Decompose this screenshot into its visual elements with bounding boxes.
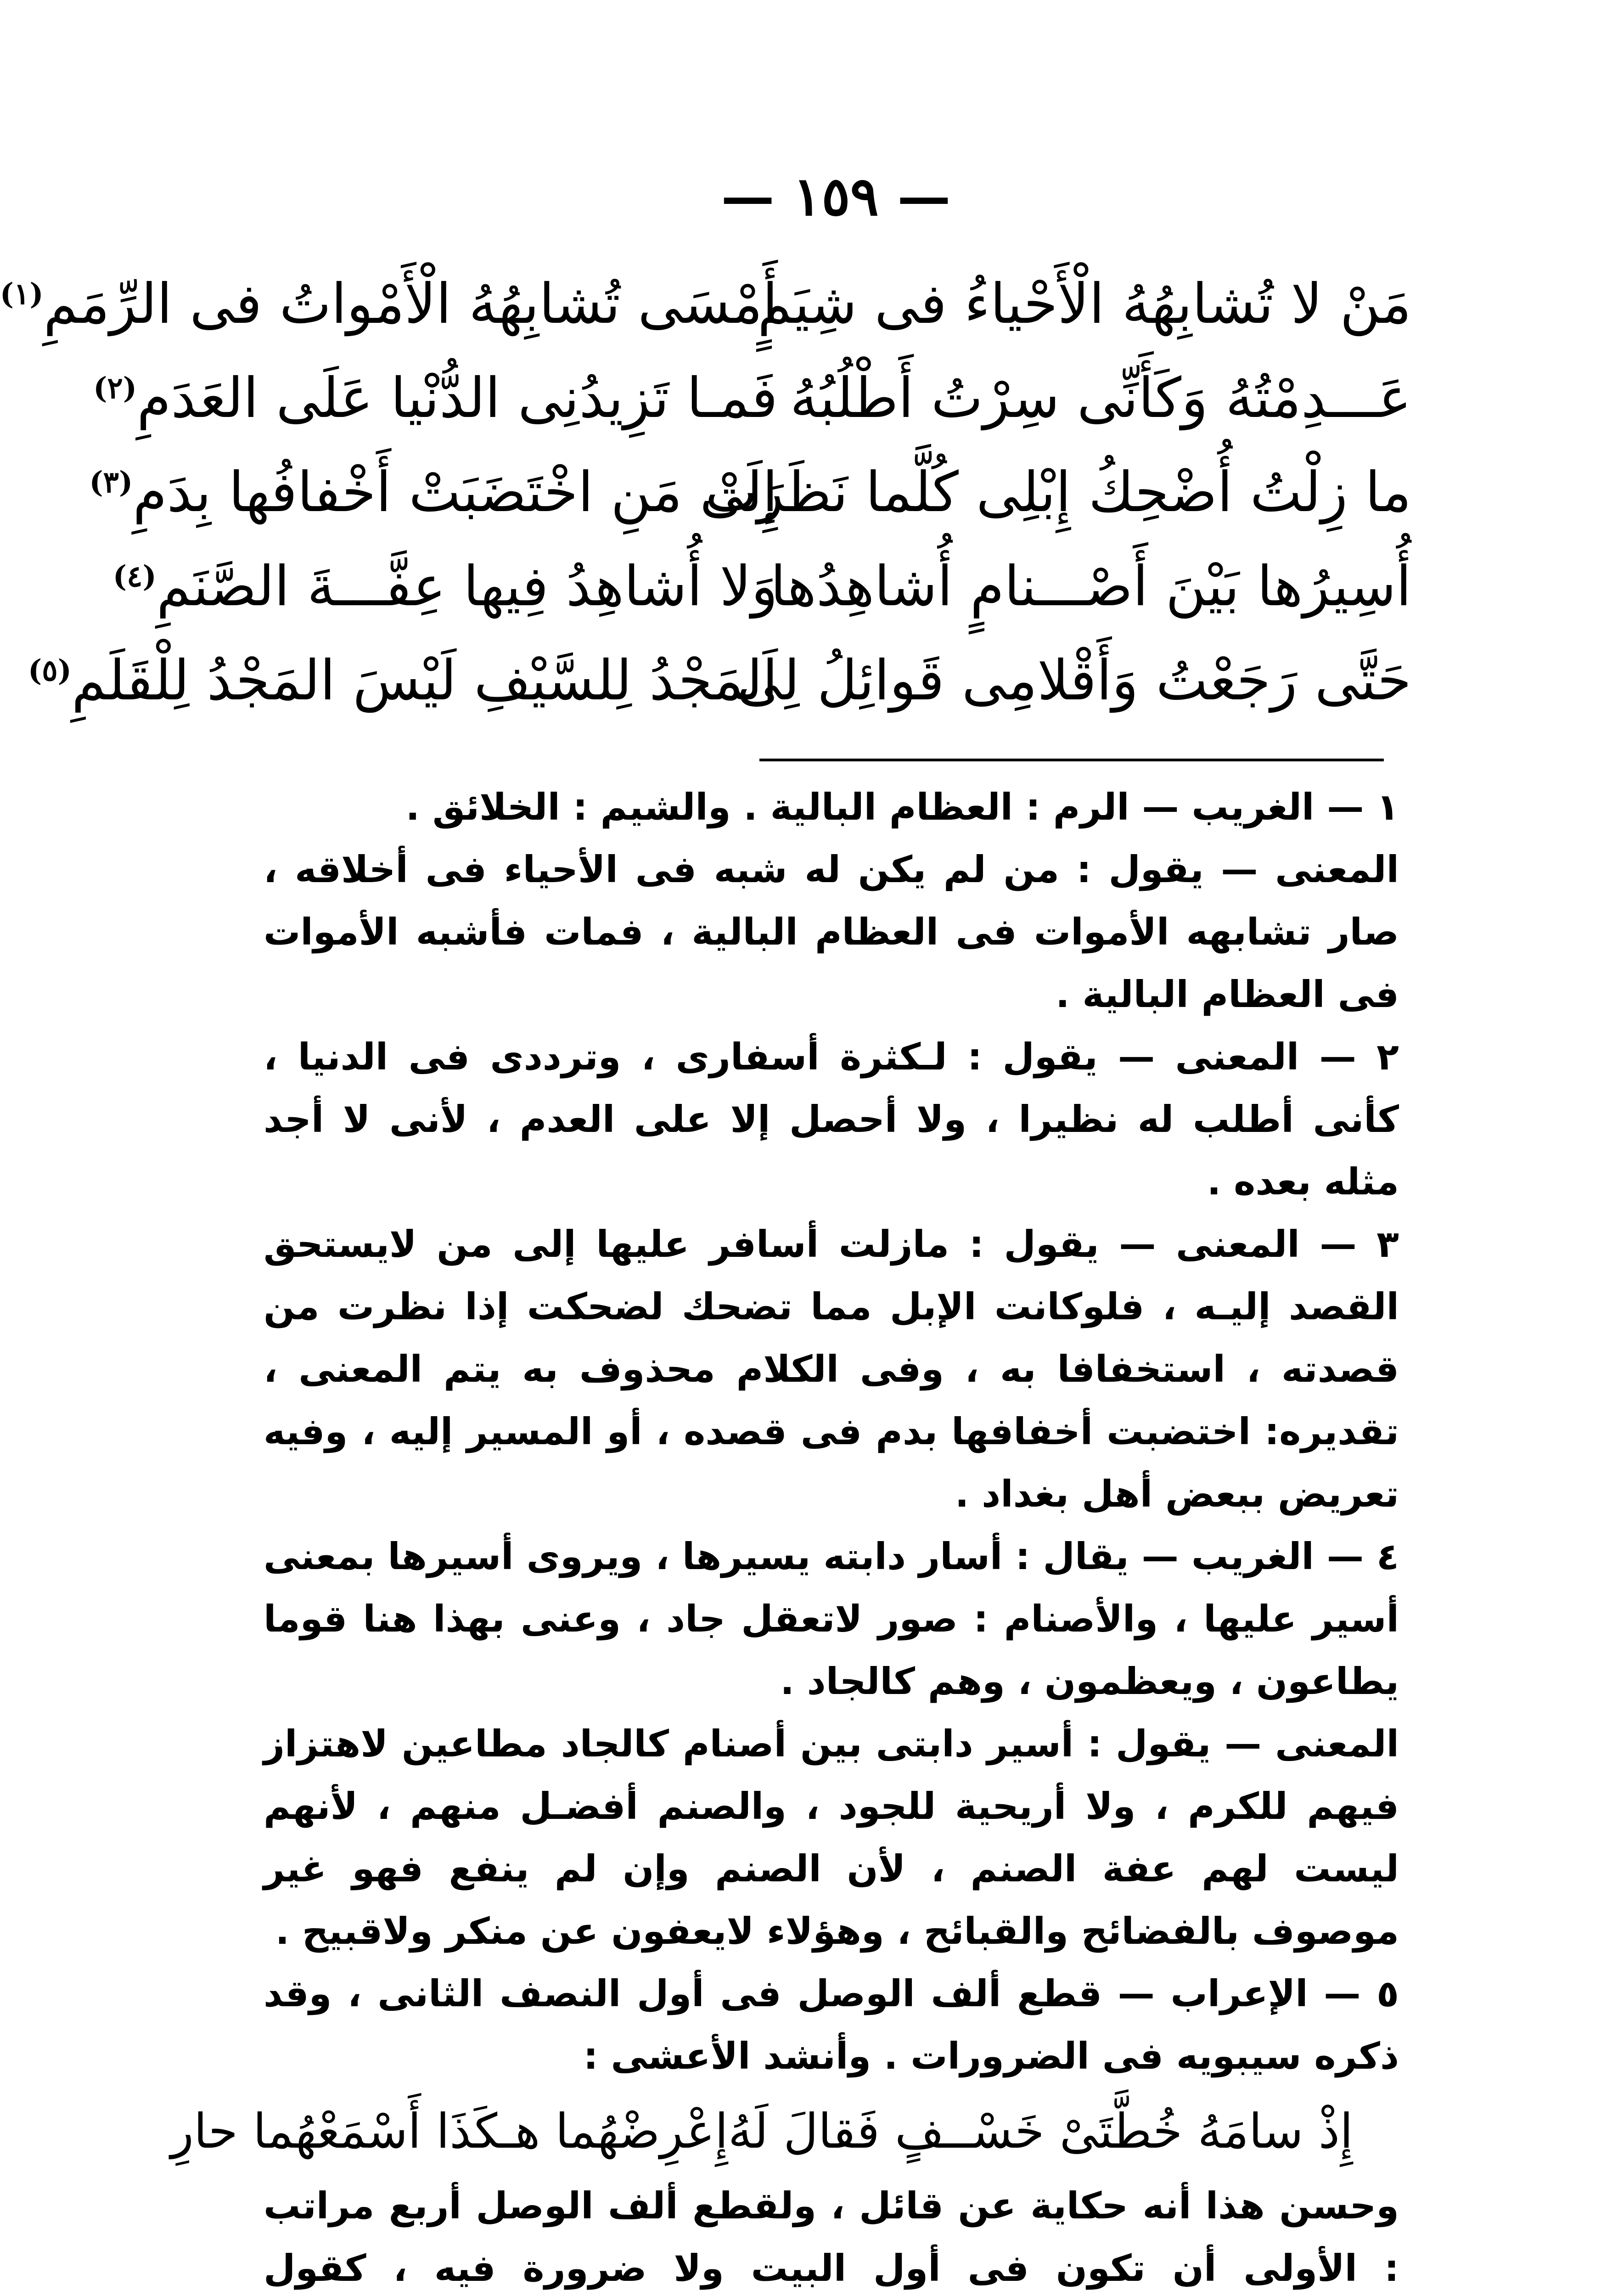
verse-second-hemistich — [89, 458, 778, 527]
verse-second-text: أَمْسَى تُشابِهُهُ الْأَمْواتُ فى الرِّمَمِ — [43, 272, 778, 336]
verse-row — [89, 445, 1411, 540]
quoted-verse-second: إِعْرِضْهُما هـكَذَا أَسْمَعْهُما حارِ — [170, 2103, 728, 2159]
footnote-1: ١ — الغريب — الرم : العظام البالية . والشيم : الخلائق . — [405, 786, 1399, 828]
verse-second-hemistich — [112, 552, 778, 621]
footnote-marker: (٥) — [28, 653, 72, 688]
footnote-marker: (٣) — [89, 465, 133, 500]
verse-second-hemistich — [28, 647, 778, 715]
footnote-5: ٥ — الإعراب — قطع ألف الوصل فى أول النصف الثانى ، وقد ذكره سيبويه فى الضرورات . وأنشد الأعشى : — [264, 1972, 1399, 2077]
footnote-marker: (٤) — [112, 559, 157, 594]
verse-second-text: فَمـا تَزِيدُنِى الدُّنْيا عَلَى العَدَمِ — [137, 366, 778, 430]
verse-first-hemistich: ما زِلْتُ أُضْحِكُ إِبْلِى كُلَّما نَظَرَتْ — [705, 460, 1411, 524]
quoted-verse-first: إِذْ سامَهُ خُطَّتَىْ خَسْــفٍ فَقالَ لَهُ — [728, 2103, 1353, 2159]
verse-first-hemistich: عَـــدِمْتُهُ وَكَأَنِّى سِرْتُ أَطْلُبُهُ — [790, 366, 1411, 430]
verse-first-hemistich: أُسِيرُها بَيْنَ أَصْـــنامٍ أُشاهِدُها — [770, 554, 1411, 619]
verse-row — [112, 540, 1411, 634]
verse-second-hemistich — [0, 270, 778, 339]
verse-row — [28, 634, 1411, 728]
footnote-4-meaning: المعنى — يقول : أسير دابتى بين أصنام كالجاد مطاعين لاهتزاز فيهم للكرم ، ولا أريحية للجود ، والصنم أفضـل منهم ، لأنهم ليست لهم عفة الصنم ، لأن الصنم وإن لم ينفع فهو غير موصوف بالفضائح والقبائح ، وهؤلاء لايعفون عن منكر ولاقبيح . — [264, 1722, 1399, 1953]
verse-row — [0, 257, 1411, 351]
footnotes — [170, 776, 1399, 2296]
footnote-1-meaning: المعنى — يقول : من لم يكن له شبه فى الأحياء فى أخلاقه ، صار تشابهه الأموات فى العظام البالية ، فمات فأشبه الأموات فى العظام البالية . — [264, 848, 1399, 1016]
verse-second-text: وَلا أُشاهِدُ فِيها عِفَّـــةَ الصَّنَمِ — [156, 554, 778, 619]
verse-row — [93, 351, 1411, 445]
verse-second-hemistich — [93, 364, 778, 433]
poem — [0, 257, 1411, 728]
footnote-marker: (١) — [0, 276, 44, 311]
verse-first-hemistich: مَنْ لا تُشابِهُهُ الْأَحْياءُ فى شِيَمٍ — [757, 272, 1411, 336]
page-number: — ١٥٩ — — [721, 165, 951, 228]
footnote-5-continuation: وحسن هذا أنه حكاية عن قائل ، ولقطع ألف الوصل أربع مراتب : الأولى أن تكون فى أول البيت ولا ضرورة فيه ، كقول — [264, 2184, 1399, 2290]
verse-first-hemistich: حَتَّى رَجَعْتُ وَأَقْلامِى قَوائِلُ لِى — [737, 648, 1411, 713]
quoted-verse — [170, 2088, 1399, 2175]
footnote-4: ٤ — الغريب — يقال : أسار دابته يسيرها ، ويروى أسيرها بمعنى أسير عليها ، والأصنام : صور لاتعقل جاد ، وعنى بهذا هنا قوما يطاعون ، ويعظمون ، وهم كالجاد . — [264, 1535, 1399, 1703]
footnote-divider — [759, 759, 1384, 761]
footnote-3: ٣ — المعنى — يقول : مازلت أسافر عليها إلى من لايستحق القصد إليـه ، فلوكانت الإبل مما تضحك لضحكت إذا نظرت من قصدته ، استخفافا به ، وفى الكلام محذوف به يتم المعنى ، تقديره: اختضبت أخفافها بدم فى قصده ، أو المسير إليه ، وفيه تعريض ببعض أهل بغداد . — [264, 1223, 1399, 1515]
footnote-marker: (٢) — [93, 371, 137, 405]
footnote-2: ٢ — المعنى — يقول : لـكثرة أسفارى ، وترددى فى الدنيا ، كأنى أطلب له نظيرا ، ولا أحصل إلا على العدم ، لأنى لا أجد مثله بعده . — [264, 1035, 1399, 1203]
verse-second-text: اَلمَجْدُ لِلسَّيْفِ لَيْسَ المَجْدُ لِلْقَلَمِ — [71, 648, 778, 713]
verse-second-text: إِلَى مَنِ اخْتَضَبَتْ أَخْفافُها بِدَمِ — [133, 460, 778, 524]
